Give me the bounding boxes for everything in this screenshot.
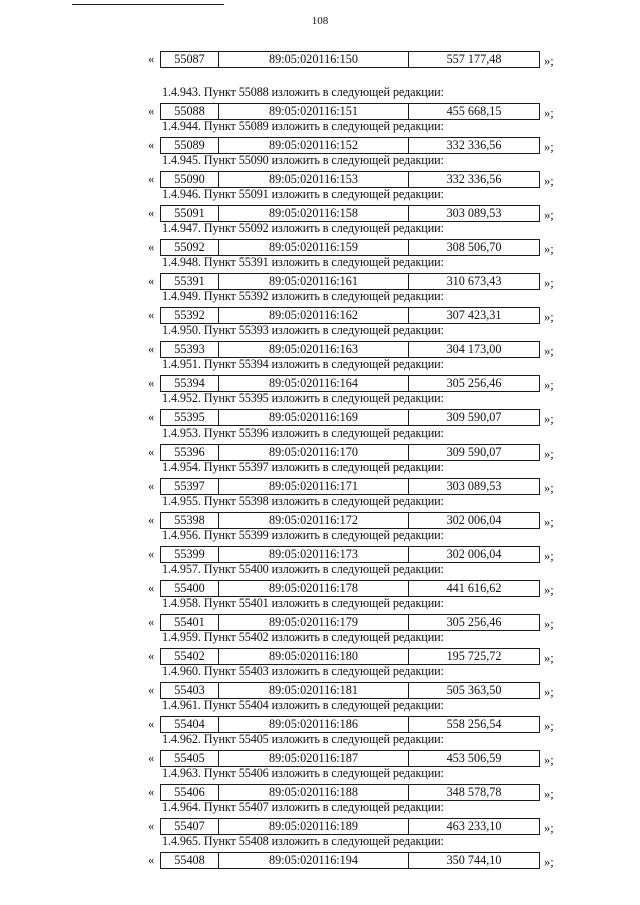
amendment-entry <box>0 357 640 391</box>
value-cell: 195 725,72 <box>446 648 502 663</box>
amendment-paragraph: 1.4.950. Пункт 55393 изложить в следующей редакции: <box>162 323 444 338</box>
table-row <box>0 444 640 461</box>
opening-quote: « <box>148 819 155 834</box>
row-cells <box>160 273 540 290</box>
value-cell: 303 089,53 <box>446 478 502 493</box>
opening-quote: « <box>148 138 155 153</box>
opening-quote: « <box>148 546 155 561</box>
opening-quote: « <box>148 376 155 391</box>
cadastral-number-cell: 89:05:020116:162 <box>219 308 409 323</box>
amendment-paragraph: 1.4.953. Пункт 55396 изложить в следующей редакции: <box>162 425 444 440</box>
value-cell: 463 233,10 <box>446 819 502 834</box>
closing-quote: »; <box>544 412 554 427</box>
cadastral-number-cell: 89:05:020116:153 <box>219 172 409 187</box>
item-number-cell: 55398 <box>161 513 219 528</box>
row-cells <box>160 716 540 733</box>
opening-quote: « <box>148 784 155 799</box>
item-number-cell: 55394 <box>161 376 219 391</box>
closing-quote: »; <box>544 821 554 836</box>
item-number-cell: 55087 <box>161 52 219 67</box>
closing-quote: »; <box>544 208 554 223</box>
row-cells <box>160 478 540 495</box>
amendment-entry <box>0 460 640 494</box>
opening-quote: « <box>148 682 155 697</box>
closing-quote: »; <box>544 242 554 257</box>
value-cell: 307 423,31 <box>446 308 502 323</box>
row-cells <box>160 103 540 120</box>
row-cells <box>160 137 540 154</box>
opening-quote: « <box>148 104 155 119</box>
row-cells <box>160 750 540 767</box>
cadastral-number-cell: 89:05:020116:172 <box>219 513 409 528</box>
opening-quote: « <box>148 750 155 765</box>
item-number-cell: 55088 <box>161 104 219 119</box>
amendment-entry <box>0 187 640 221</box>
item-number-cell: 55392 <box>161 308 219 323</box>
cadastral-number-cell: 89:05:020116:171 <box>219 479 409 494</box>
table-row <box>0 614 640 631</box>
table-row <box>0 750 640 767</box>
amendment-entry <box>0 630 640 664</box>
closing-quote: »; <box>544 616 554 631</box>
table-row <box>0 716 640 733</box>
value-cell: 305 256,46 <box>446 614 502 629</box>
row-cells <box>160 171 540 188</box>
row-cells <box>160 784 540 801</box>
value-cell: 558 256,54 <box>446 716 502 731</box>
row-cells <box>160 239 540 256</box>
cadastral-number-cell: 89:05:020116:178 <box>219 581 409 596</box>
item-number-cell: 55092 <box>161 240 219 255</box>
value-cell: 332 336,56 <box>446 138 502 153</box>
value-cell: 303 089,53 <box>446 206 502 221</box>
cadastral-number-cell: 89:05:020116:170 <box>219 445 409 460</box>
table-row <box>0 51 640 68</box>
amendment-paragraph: 1.4.946. Пункт 55091 изложить в следующей редакции: <box>162 187 444 202</box>
table-row <box>0 171 640 188</box>
amendment-entry <box>0 255 640 289</box>
value-cell: 455 668,15 <box>446 104 502 119</box>
row-cells <box>160 341 540 358</box>
item-number-cell: 55396 <box>161 445 219 460</box>
item-number-cell: 55404 <box>161 717 219 732</box>
table-row <box>0 103 640 120</box>
row-cells <box>160 648 540 665</box>
row-cells <box>160 852 540 869</box>
closing-quote: »; <box>544 276 554 291</box>
table-row <box>0 205 640 222</box>
opening-quote: « <box>148 172 155 187</box>
page-number: 108 <box>311 15 329 27</box>
amendment-entry <box>0 426 640 460</box>
opening-quote: « <box>148 478 155 493</box>
amendment-entry <box>0 562 640 596</box>
row-cells <box>160 205 540 222</box>
cadastral-number-cell: 89:05:020116:169 <box>219 410 409 425</box>
amendment-entry <box>0 698 640 732</box>
cadastral-number-cell: 89:05:020116:152 <box>219 138 409 153</box>
value-cell: 305 256,46 <box>446 376 502 391</box>
row-cells <box>160 444 540 461</box>
amendment-paragraph: 1.4.949. Пункт 55392 изложить в следующей редакции: <box>162 289 444 304</box>
opening-quote: « <box>148 444 155 459</box>
closing-quote: »; <box>544 684 554 699</box>
amendment-paragraph: 1.4.955. Пункт 55398 изложить в следующей редакции: <box>162 493 444 508</box>
closing-quote: »; <box>544 718 554 733</box>
table-row <box>0 137 640 154</box>
amendment-entry <box>0 221 640 255</box>
opening-quote: « <box>148 614 155 629</box>
value-cell: 505 363,50 <box>446 682 502 697</box>
value-cell: 309 590,07 <box>446 410 502 425</box>
item-number-cell: 55395 <box>161 410 219 425</box>
amendment-paragraph: 1.4.947. Пункт 55092 изложить в следующей редакции: <box>162 221 444 236</box>
cadastral-number-cell: 89:05:020116:188 <box>219 785 409 800</box>
amendment-entry <box>0 494 640 528</box>
opening-quote: « <box>148 342 155 357</box>
amendment-paragraph: 1.4.951. Пункт 55394 изложить в следующей редакции: <box>162 357 444 372</box>
value-cell: 453 506,59 <box>446 750 502 765</box>
value-cell: 348 578,78 <box>446 784 502 799</box>
document-body <box>0 51 640 868</box>
item-number-cell: 55408 <box>161 853 219 868</box>
value-cell: 308 506,70 <box>446 240 502 255</box>
amendment-paragraph: 1.4.954. Пункт 55397 изложить в следующей редакции: <box>162 459 444 474</box>
row-cells <box>160 682 540 699</box>
cadastral-number-cell: 89:05:020116:159 <box>219 240 409 255</box>
table-row <box>0 648 640 665</box>
table-row <box>0 852 640 869</box>
opening-quote: « <box>148 716 155 731</box>
table-row <box>0 784 640 801</box>
closing-quote: »; <box>544 344 554 359</box>
table-row <box>0 478 640 495</box>
amendment-paragraph: 1.4.952. Пункт 55395 изложить в следующей редакции: <box>162 391 444 406</box>
table-row <box>0 546 640 563</box>
cadastral-number-cell: 89:05:020116:194 <box>219 853 409 868</box>
table-row <box>0 273 640 290</box>
opening-quote: « <box>148 240 155 255</box>
closing-quote: »; <box>544 140 554 155</box>
row-cells <box>160 580 540 597</box>
row-cells <box>160 307 540 324</box>
table-row <box>0 375 640 392</box>
closing-quote: »; <box>544 548 554 563</box>
amendment-entry <box>0 391 640 425</box>
closing-quote: »; <box>544 752 554 767</box>
table-row <box>0 239 640 256</box>
amendment-entry <box>0 766 640 800</box>
opening-quote: « <box>148 648 155 663</box>
opening-quote: « <box>148 274 155 289</box>
row-cells <box>160 409 540 426</box>
amendment-paragraph: 1.4.959. Пункт 55402 изложить в следующей редакции: <box>162 629 444 644</box>
cadastral-number-cell: 89:05:020116:151 <box>219 104 409 119</box>
item-number-cell: 55091 <box>161 206 219 221</box>
closing-quote: »; <box>544 855 554 870</box>
amendment-entry <box>0 323 640 357</box>
item-number-cell: 55405 <box>161 751 219 766</box>
cadastral-number-cell: 89:05:020116:164 <box>219 376 409 391</box>
closing-quote: »; <box>544 582 554 597</box>
item-number-cell: 55393 <box>161 342 219 357</box>
closing-quote: »; <box>544 106 554 121</box>
item-number-cell: 55399 <box>161 547 219 562</box>
item-number-cell: 55090 <box>161 172 219 187</box>
amendment-paragraph: 1.4.961. Пункт 55404 изложить в следующей редакции: <box>162 697 444 712</box>
amendment-paragraph: 1.4.957. Пункт 55400 изложить в следующей редакции: <box>162 561 444 576</box>
table-row <box>0 818 640 835</box>
amendment-entry <box>0 596 640 630</box>
cadastral-number-cell: 89:05:020116:150 <box>219 52 409 67</box>
row-cells <box>160 51 540 68</box>
amendment-paragraph: 1.4.958. Пункт 55401 изложить в следующей редакции: <box>162 595 444 610</box>
amendment-paragraph: 1.4.948. Пункт 55391 изложить в следующей редакции: <box>162 255 444 270</box>
item-number-cell: 55400 <box>161 581 219 596</box>
value-cell: 309 590,07 <box>446 444 502 459</box>
cadastral-number-cell: 89:05:020116:187 <box>219 751 409 766</box>
table-row <box>0 307 640 324</box>
closing-quote: »; <box>544 174 554 189</box>
cadastral-number-cell: 89:05:020116:179 <box>219 615 409 630</box>
cadastral-number-cell: 89:05:020116:173 <box>219 547 409 562</box>
table-row <box>0 580 640 597</box>
item-number-cell: 55402 <box>161 649 219 664</box>
item-number-cell: 55089 <box>161 138 219 153</box>
opening-quote: « <box>148 512 155 527</box>
amendment-paragraph: 1.4.964. Пункт 55407 изложить в следующей редакции: <box>162 800 444 815</box>
cadastral-number-cell: 89:05:020116:181 <box>219 683 409 698</box>
cadastral-number-cell: 89:05:020116:163 <box>219 342 409 357</box>
value-cell: 302 006,04 <box>446 512 502 527</box>
opening-quote: « <box>148 853 155 868</box>
amendment-entry <box>0 732 640 766</box>
amendment-paragraph: 1.4.944. Пункт 55089 изложить в следующей редакции: <box>162 119 444 134</box>
amendment-paragraph: 1.4.960. Пункт 55403 изложить в следующей редакции: <box>162 663 444 678</box>
amendment-paragraph: 1.4.965. Пункт 55408 изложить в следующей редакции: <box>162 834 444 849</box>
amendment-entry <box>0 85 640 119</box>
opening-quote: « <box>148 206 155 221</box>
amendment-paragraph: 1.4.943. Пункт 55088 изложить в следующей редакции: <box>162 85 444 100</box>
amendment-paragraph: 1.4.945. Пункт 55090 изложить в следующей редакции: <box>162 153 444 168</box>
opening-quote: « <box>148 410 155 425</box>
value-cell: 350 744,10 <box>446 853 502 868</box>
table-row-first <box>0 51 640 85</box>
item-number-cell: 55407 <box>161 819 219 834</box>
amendment-entry <box>0 800 640 834</box>
opening-quote: « <box>148 308 155 323</box>
opening-quote: « <box>148 52 155 66</box>
cadastral-number-cell: 89:05:020116:180 <box>219 649 409 664</box>
row-cells <box>160 375 540 392</box>
cadastral-number-cell: 89:05:020116:186 <box>219 717 409 732</box>
closing-quote: »; <box>544 480 554 495</box>
value-cell: 332 336,56 <box>446 172 502 187</box>
item-number-cell: 55391 <box>161 274 219 289</box>
table-row <box>0 409 640 426</box>
amendment-paragraph: 1.4.963. Пункт 55406 изложить в следующей редакции: <box>162 765 444 780</box>
cadastral-number-cell: 89:05:020116:189 <box>219 819 409 834</box>
closing-quote: »; <box>544 378 554 393</box>
header-rule <box>72 4 224 5</box>
item-number-cell: 55406 <box>161 785 219 800</box>
row-cells <box>160 546 540 563</box>
row-cells <box>160 614 540 631</box>
opening-quote: « <box>148 580 155 595</box>
value-cell: 304 173,00 <box>446 342 502 357</box>
closing-quote: »; <box>544 446 554 461</box>
amendment-entry <box>0 289 640 323</box>
amendment-entry <box>0 528 640 562</box>
amendment-entry <box>0 153 640 187</box>
item-number-cell: 55397 <box>161 479 219 494</box>
item-number-cell: 55403 <box>161 683 219 698</box>
table-row <box>0 341 640 358</box>
amendment-entry <box>0 834 640 868</box>
amendment-paragraph: 1.4.956. Пункт 55399 изложить в следующей редакции: <box>162 527 444 542</box>
row-cells <box>160 818 540 835</box>
value-cell: 557 177,48 <box>446 52 502 66</box>
cadastral-number-cell: 89:05:020116:161 <box>219 274 409 289</box>
value-cell: 441 616,62 <box>446 580 502 595</box>
closing-quote: »; <box>544 54 554 68</box>
value-cell: 310 673,43 <box>446 274 502 289</box>
closing-quote: »; <box>544 310 554 325</box>
closing-quote: »; <box>544 514 554 529</box>
row-cells <box>160 512 540 529</box>
table-row <box>0 682 640 699</box>
amendment-list <box>0 85 640 868</box>
amendment-paragraph: 1.4.962. Пункт 55405 изложить в следующей редакции: <box>162 731 444 746</box>
closing-quote: »; <box>544 786 554 801</box>
item-number-cell: 55401 <box>161 615 219 630</box>
cadastral-number-cell: 89:05:020116:158 <box>219 206 409 221</box>
amendment-entry <box>0 119 640 153</box>
table-row <box>0 512 640 529</box>
value-cell: 302 006,04 <box>446 546 502 561</box>
closing-quote: »; <box>544 650 554 665</box>
amendment-entry <box>0 664 640 698</box>
